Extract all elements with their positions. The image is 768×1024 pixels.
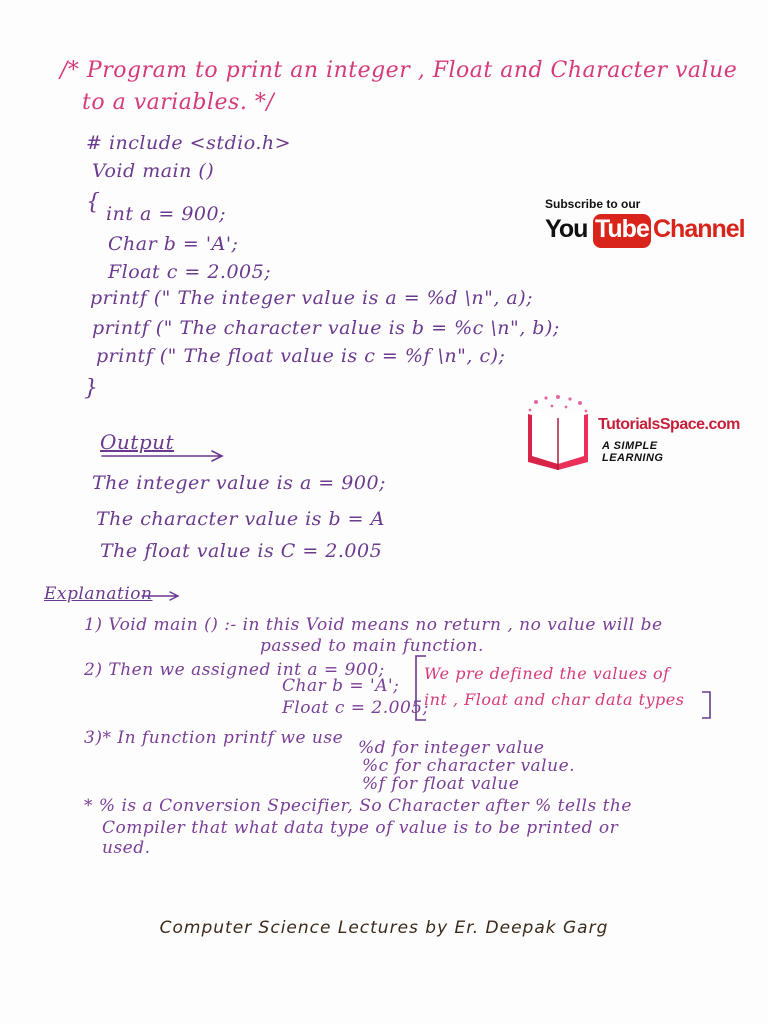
footer-credit: Computer Science Lectures by Er. Deepak Garg	[159, 918, 609, 938]
explanation-item-3-char: %c for character value.	[362, 756, 576, 776]
explanation-item-3-int: %d for integer value	[358, 738, 545, 758]
code-line-include: # include <stdio.h>	[86, 132, 292, 154]
note-predefined-line-2: int , Float and char data types	[424, 690, 685, 709]
code-line-int: int a = 900;	[106, 203, 226, 225]
youtube-tube-text: Tube	[595, 215, 649, 243]
explanation-item-3: 3)* In function printf we use	[84, 728, 344, 748]
output-heading: Output	[100, 430, 175, 454]
code-line-printf-float: printf (" The float value is c = %f \n", c);	[96, 345, 506, 367]
code-line-printf-int: printf (" The integer value is a = %d \n", a);	[90, 287, 534, 309]
tutorials-space-tagline: A SIMPLE LEARNING	[602, 440, 664, 464]
explanation-item-1: 1) Void main () :- in this Void means no return , no value will be	[84, 615, 663, 635]
explanation-heading: Explanation	[44, 584, 153, 604]
explanation-item-4-line-2: Compiler that what data type of value is to be printed or	[102, 818, 619, 838]
explanation-item-4: * % is a Conversion Specifier, So Character after % tells the	[84, 796, 632, 816]
code-line-char: Char b = 'A';	[108, 233, 239, 255]
explanation-item-4-line-3: used.	[102, 838, 151, 858]
explanation-arrow-icon	[140, 590, 184, 602]
output-line-float: The float value is C = 2.005	[100, 540, 383, 562]
code-line-printf-char: printf (" The character value is b = %c \n", b);	[92, 317, 560, 339]
output-arrow-icon	[100, 448, 230, 462]
program-title-line-2: to a variables. */	[82, 90, 275, 115]
code-line-float: Float c = 2.005;	[108, 261, 272, 283]
note-predefined-line-1: We pre defined the values of	[424, 664, 670, 683]
explanation-item-2-float: Float c = 2.005;	[282, 698, 429, 718]
tutorials-space-name: TutorialsSpace.com	[598, 416, 740, 433]
code-line-close-brace: }	[84, 376, 99, 401]
youtube-channel-logo	[545, 197, 745, 257]
open-book-icon	[522, 394, 594, 470]
code-line-main: Void main ()	[92, 160, 215, 182]
explanation-item-1-cont: passed to main function.	[260, 636, 484, 656]
program-title-line-1: /* Program to print an integer , Float and Character value	[60, 58, 738, 83]
code-line-open-brace: {	[86, 190, 101, 215]
output-line-integer: The integer value is a = 900;	[92, 472, 386, 494]
youtube-channel-text: Channel	[653, 215, 745, 243]
youtube-you-text: You	[545, 215, 588, 243]
explanation-item-2-char: Char b = 'A';	[282, 676, 400, 696]
youtube-subscribe-text: Subscribe to our	[545, 197, 641, 211]
explanation-item-3-float: %f for float value	[362, 774, 520, 794]
explanation-item-2: 2) Then we assigned int a = 900;	[84, 660, 385, 680]
tutorials-space-logo	[522, 390, 740, 470]
output-line-character: The character value is b = A	[96, 508, 385, 530]
right-bracket-icon	[700, 690, 712, 720]
